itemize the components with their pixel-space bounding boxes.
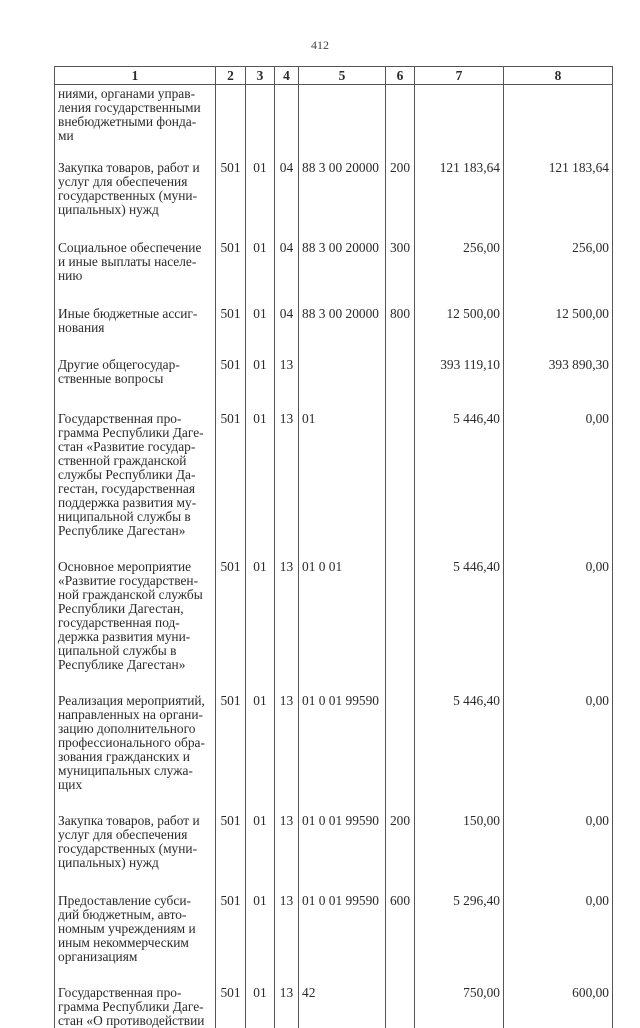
target-article-cell: 01 0 01 99590 — [299, 812, 386, 892]
subsection-code-cell: 13 — [275, 812, 299, 892]
table-row — [55, 410, 613, 558]
section-code-cell: 01 — [246, 305, 275, 356]
table-row — [55, 558, 613, 692]
amount-1-cell: 150,00 — [415, 812, 504, 892]
grbs-code-cell: 501 — [216, 356, 246, 410]
page-number: 412 — [0, 38, 640, 53]
subsection-code-cell: 13 — [275, 692, 299, 812]
item-name-line: ципальных) нужд — [58, 203, 212, 217]
expense-type-cell — [386, 85, 415, 160]
item-name-line: Закупка товаров, работ и — [58, 814, 212, 828]
amount-2-cell: 121 183,64 — [504, 159, 613, 239]
target-article-cell: 42 — [299, 984, 386, 1028]
item-name-line: Республике Дагестан» — [58, 658, 212, 672]
item-name-line: ления государственными — [58, 101, 212, 115]
table-row — [55, 984, 613, 1028]
item-name-line: услуг для обеспечения — [58, 828, 212, 842]
amount-1-cell: 5 446,40 — [415, 410, 504, 558]
item-name-cell — [55, 558, 216, 692]
header-cell: 4 — [275, 67, 299, 85]
item-name-line: иным некоммерческим — [58, 936, 212, 950]
item-name-line: профессионального обра- — [58, 736, 212, 750]
section-code-cell: 01 — [246, 812, 275, 892]
item-name-line: услуг для обеспечения — [58, 175, 212, 189]
item-name-line: держка развития муни- — [58, 630, 212, 644]
item-name-line: ниципальной службы в — [58, 510, 212, 524]
grbs-code-cell: 501 — [216, 410, 246, 558]
table-row — [55, 305, 613, 356]
grbs-code-cell: 501 — [216, 159, 246, 239]
item-name-line: зацию дополнительного — [58, 722, 212, 736]
item-name-line: Реализация мероприятий, — [58, 694, 212, 708]
target-article-cell: 01 0 01 99590 — [299, 892, 386, 984]
item-name-line: дий бюджетным, авто- — [58, 908, 212, 922]
grbs-code-cell: 501 — [216, 812, 246, 892]
table-row — [55, 356, 613, 410]
item-name-cell — [55, 892, 216, 984]
target-article-cell: 01 — [299, 410, 386, 558]
item-name-line: ственной гражданской — [58, 454, 212, 468]
target-article-cell — [299, 85, 386, 160]
item-name-line: грамма Республики Даге- — [58, 1000, 212, 1014]
item-name-cell — [55, 356, 216, 410]
grbs-code-cell: 501 — [216, 692, 246, 812]
item-name-line: Республики Дагестан, — [58, 602, 212, 616]
target-article-cell: 88 3 00 20000 — [299, 159, 386, 239]
item-name-cell — [55, 692, 216, 812]
item-name-line: ной гражданской службы — [58, 588, 212, 602]
item-name-line: зования гражданских и — [58, 750, 212, 764]
section-code-cell: 01 — [246, 239, 275, 305]
table-body — [55, 85, 613, 1028]
amount-2-cell: 256,00 — [504, 239, 613, 305]
amount-1-cell: 5 446,40 — [415, 692, 504, 812]
amount-1-cell — [415, 85, 504, 160]
amount-1-cell: 750,00 — [415, 984, 504, 1028]
item-name-line: поддержка развития му- — [58, 496, 212, 510]
item-name-line: Государственная про- — [58, 412, 212, 426]
item-name-line: муниципальных служа- — [58, 764, 212, 778]
amount-2-cell: 0,00 — [504, 558, 613, 692]
item-name-line: Социальное обеспечение — [58, 241, 212, 255]
expense-type-cell: 200 — [386, 159, 415, 239]
item-name-line: нию — [58, 269, 212, 283]
item-name-line: ципальной службы в — [58, 644, 212, 658]
header-cell: 6 — [386, 67, 415, 85]
section-code-cell: 01 — [246, 892, 275, 984]
expense-type-cell — [386, 692, 415, 812]
grbs-code-cell: 501 — [216, 984, 246, 1028]
subsection-code-cell: 13 — [275, 558, 299, 692]
expense-type-cell: 300 — [386, 239, 415, 305]
amount-1-cell: 5 296,40 — [415, 892, 504, 984]
item-name-cell — [55, 305, 216, 356]
subsection-code-cell: 04 — [275, 239, 299, 305]
subsection-code-cell: 13 — [275, 410, 299, 558]
amount-2-cell: 0,00 — [504, 892, 613, 984]
expense-type-cell: 800 — [386, 305, 415, 356]
item-name-line: номным учреждениям и — [58, 922, 212, 936]
amount-1-cell: 5 446,40 — [415, 558, 504, 692]
target-article-cell: 01 0 01 99590 — [299, 692, 386, 812]
section-code-cell: 01 — [246, 410, 275, 558]
section-code-cell: 01 — [246, 356, 275, 410]
amount-1-cell: 393 119,10 — [415, 356, 504, 410]
item-name-cell — [55, 984, 216, 1028]
item-name-line: организациям — [58, 950, 212, 964]
item-name-line: гестан, государственная — [58, 482, 212, 496]
expense-type-cell: 600 — [386, 892, 415, 984]
subsection-code-cell: 13 — [275, 892, 299, 984]
item-name-line: Закупка товаров, работ и — [58, 161, 212, 175]
amount-2-cell — [504, 85, 613, 160]
budget-table — [54, 66, 613, 1028]
header-cell: 7 — [415, 67, 504, 85]
item-name-cell — [55, 239, 216, 305]
item-name-line: Республике Дагестан» — [58, 524, 212, 538]
item-name-line: ми — [58, 129, 212, 143]
item-name-line: Государственная про- — [58, 986, 212, 1000]
header-cell: 3 — [246, 67, 275, 85]
header-cell: 8 — [504, 67, 613, 85]
amount-2-cell: 0,00 — [504, 410, 613, 558]
amount-2-cell: 600,00 — [504, 984, 613, 1028]
item-name-line: Иные бюджетные ассиг- — [58, 307, 212, 321]
item-name-line: Другие общегосудар- — [58, 358, 212, 372]
expense-type-cell — [386, 356, 415, 410]
item-name-line: государственных (муни- — [58, 189, 212, 203]
expense-type-cell: 200 — [386, 812, 415, 892]
grbs-code-cell: 501 — [216, 305, 246, 356]
header-cell: 5 — [299, 67, 386, 85]
grbs-code-cell — [216, 85, 246, 160]
grbs-code-cell: 501 — [216, 892, 246, 984]
section-code-cell — [246, 85, 275, 160]
header-cell: 2 — [216, 67, 246, 85]
item-name-cell — [55, 410, 216, 558]
table-row — [55, 159, 613, 239]
expense-type-cell — [386, 558, 415, 692]
subsection-code-cell: 04 — [275, 305, 299, 356]
table-row — [55, 85, 613, 160]
expense-type-cell — [386, 984, 415, 1028]
grbs-code-cell: 501 — [216, 558, 246, 692]
item-name-cell — [55, 85, 216, 160]
item-name-line: государственных (муни- — [58, 842, 212, 856]
amount-1-cell: 256,00 — [415, 239, 504, 305]
item-name-line: стан «Развитие государ- — [58, 440, 212, 454]
target-article-cell — [299, 356, 386, 410]
subsection-code-cell — [275, 85, 299, 160]
item-name-cell — [55, 159, 216, 239]
section-code-cell: 01 — [246, 558, 275, 692]
header-row — [55, 67, 613, 85]
target-article-cell: 01 0 01 — [299, 558, 386, 692]
target-article-cell: 88 3 00 20000 — [299, 239, 386, 305]
item-name-line: ципальных) нужд — [58, 856, 212, 870]
item-name-line: внебюджетными фонда- — [58, 115, 212, 129]
item-name-line: Основное мероприятие — [58, 560, 212, 574]
grbs-code-cell: 501 — [216, 239, 246, 305]
item-name-line: государственная под- — [58, 616, 212, 630]
table-row — [55, 239, 613, 305]
item-name-line: службы Республики Да- — [58, 468, 212, 482]
amount-2-cell: 0,00 — [504, 812, 613, 892]
item-name-line: щих — [58, 778, 212, 792]
table-row — [55, 892, 613, 984]
section-code-cell: 01 — [246, 984, 275, 1028]
item-name-line: Предоставление субси- — [58, 894, 212, 908]
section-code-cell: 01 — [246, 692, 275, 812]
item-name-line: ниями, органами управ- — [58, 87, 212, 101]
item-name-line: грамма Республики Даге- — [58, 426, 212, 440]
amount-1-cell: 12 500,00 — [415, 305, 504, 356]
amount-2-cell: 393 890,30 — [504, 356, 613, 410]
subsection-code-cell: 04 — [275, 159, 299, 239]
item-name-cell — [55, 812, 216, 892]
target-article-cell: 88 3 00 20000 — [299, 305, 386, 356]
item-name-line: стан «О противодействии — [58, 1014, 212, 1028]
item-name-line: и иные выплаты населе- — [58, 255, 212, 269]
section-code-cell: 01 — [246, 159, 275, 239]
item-name-line: направленных на органи- — [58, 708, 212, 722]
table-row — [55, 812, 613, 892]
subsection-code-cell: 13 — [275, 356, 299, 410]
item-name-line: нования — [58, 321, 212, 335]
expense-type-cell — [386, 410, 415, 558]
table-row — [55, 692, 613, 812]
amount-2-cell: 12 500,00 — [504, 305, 613, 356]
amount-2-cell: 0,00 — [504, 692, 613, 812]
item-name-line: ственные вопросы — [58, 372, 212, 386]
subsection-code-cell: 13 — [275, 984, 299, 1028]
header-cell: 1 — [55, 67, 216, 85]
item-name-line: «Развитие государствен- — [58, 574, 212, 588]
amount-1-cell: 121 183,64 — [415, 159, 504, 239]
